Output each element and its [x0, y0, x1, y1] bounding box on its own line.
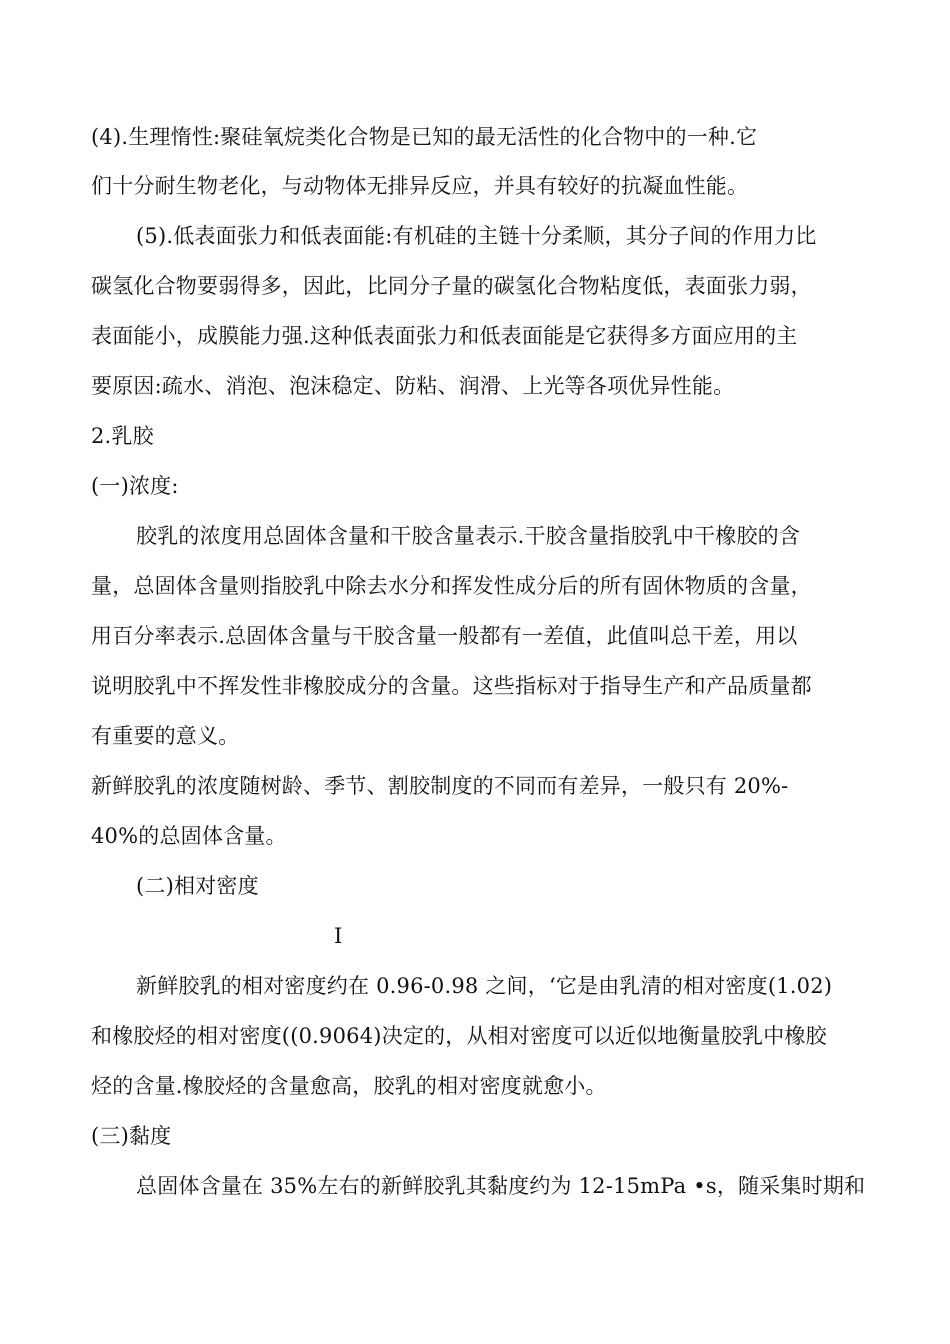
text-line-11: 用百分率表示.总固体含量与干胶含量一般都有一差值，此值叫总干差，用以: [91, 624, 798, 648]
text-line-6: 要原因:疏水、消泡、泡沫稳定、防粘、润滑、上光等各项优异性能。: [91, 374, 735, 398]
text-line-21: 总固体含量在 35%左右的新鲜胶乳其黏度约为 12-15mPa •s，随采集时期和: [136, 1174, 866, 1198]
section-heading-latex: 2.乳胶: [91, 424, 154, 448]
text-line-18: 和橡胶烃的相对密度((0.9064)决定的，从相对密度可以近似地衡量胶乳中橡胶: [91, 1024, 827, 1048]
subheading-viscosity: (三)黏度: [91, 1124, 172, 1148]
text-cursor-mark: I: [334, 924, 343, 948]
text-line-15: 40%的总固体含量。: [91, 824, 287, 848]
subheading-concentration: (一)浓度:: [91, 474, 179, 498]
text-line-17: 新鲜胶乳的相对密度约在 0.96-0.98 之间，‘它是由乳清的相对密度(1.02): [136, 974, 833, 998]
text-line-10: 量，总固体含量则指胶乳中除去水分和挥发性成分后的所有固休物质的含量，: [91, 574, 812, 598]
text-line-12: 说明胶乳中不挥发性非橡胶成分的含量。这些指标对于指导生产和产品质量都: [91, 674, 812, 698]
text-line-1: (4).生理惰性:聚硅氧烷类化合物是已知的最无活性的化合物中的一种.它: [91, 125, 758, 149]
text-line-3: (5).低表面张力和低表面能:有机硅的主链十分柔顺，其分子间的作用力比: [136, 224, 817, 248]
text-line-2: 们十分耐生物老化，与动物体无排异反应，并具有较好的抗凝血性能。: [91, 174, 749, 198]
text-line-9: 胶乳的浓度用总固体含量和干胶含量表示.干胶含量指胶乳中干橡胶的含: [136, 524, 801, 548]
text-line-5: 表面能小，成膜能力强.这种低表面张力和低表面能是它获得多方面应用的主: [91, 324, 798, 348]
text-line-14: 新鲜胶乳的浓度随树龄、季节、割胶制度的不同而有差异，一般只有 20%-: [91, 774, 789, 798]
text-line-19: 烃的含量.橡胶烃的含量愈高，胶乳的相对密度就愈小。: [91, 1074, 607, 1098]
text-line-4: 碳氢化合物要弱得多，因此，比同分子量的碳氢化合物粘度低，表面张力弱，: [91, 274, 812, 298]
subheading-relative-density: (二)相对密度: [136, 874, 259, 898]
text-line-13: 有重要的意义。: [91, 724, 240, 748]
